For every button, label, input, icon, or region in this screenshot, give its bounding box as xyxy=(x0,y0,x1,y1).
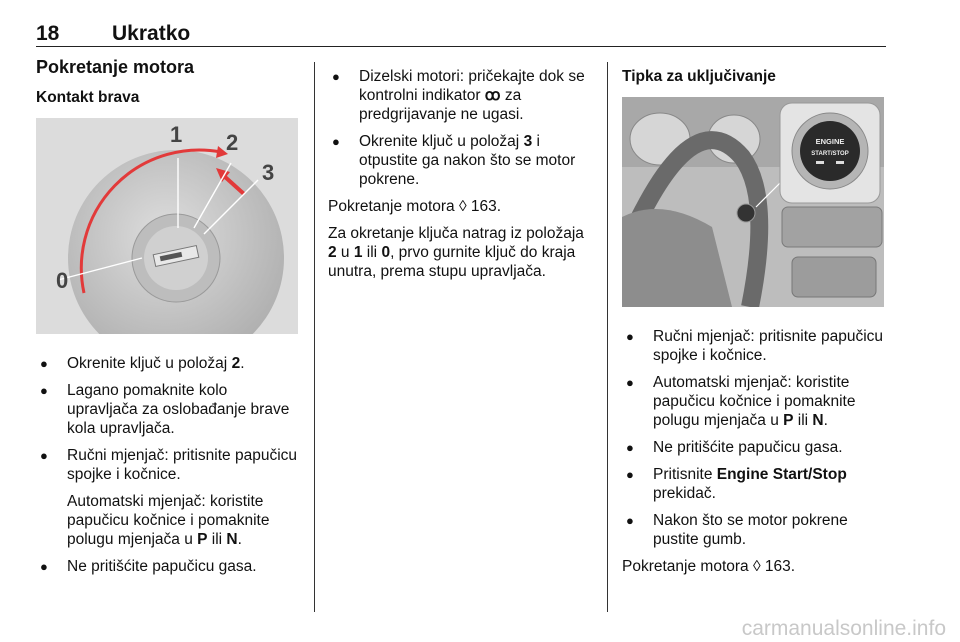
watermark: carmanualsonline.info xyxy=(741,617,946,640)
list-item: ● Ne pritišćite papučicu gasa. xyxy=(626,439,843,456)
list-item: ● Dizelski motori: pričekajte dok se kontrolni indikator ꝏ za predgrijavanje ne ugasi. xyxy=(332,68,585,123)
page-header xyxy=(36,22,886,47)
list-item: ● Lagano pomaknite kolo upravljača za oslobađanje brave kola upravljača. xyxy=(40,382,290,437)
bullet-icon: ● xyxy=(40,383,48,398)
page-number: 18 xyxy=(36,22,60,45)
list-item: ● Ručni mjenjač: pritisnite papučicu spojke i kočnice. xyxy=(40,447,298,483)
start-stop-button-figure xyxy=(622,97,884,307)
subsection-heading: Kontakt brava xyxy=(36,89,140,106)
column-2 xyxy=(328,67,596,289)
bullet-icon: ● xyxy=(626,467,634,482)
section-heading: Pokretanje motora xyxy=(36,57,195,77)
list-item: ● Nakon što se motor pokrene pustite gumb. xyxy=(626,512,848,548)
column-1 xyxy=(36,58,302,584)
button-label-start-stop: START/STOP xyxy=(811,151,849,157)
column-divider xyxy=(607,62,608,612)
list-item-continuation: Automatski mjenjač: koristite papučicu kočnice i pomaknite polugu mjenjača u P ili N. xyxy=(67,493,270,548)
position-label-2: 2 xyxy=(226,130,239,155)
section-heading: Tipka za uključivanje xyxy=(622,68,776,85)
list-item: ● Okrenite ključ u položaj 2. xyxy=(40,355,245,372)
paragraph: Za okretanje ključa natrag iz položaja 2 u 1 ili 0, prvo gurnite ključ do kraja unutra, prema stupu upravljača. xyxy=(328,225,584,280)
bullet-icon: ● xyxy=(626,375,634,390)
list-item: ● Ne pritišćite papučicu gasa. xyxy=(40,558,257,575)
position-label-3: 3 xyxy=(262,160,275,185)
cross-reference[interactable]: Pokretanje motora ◊ 163. xyxy=(622,558,796,575)
position-label-1: 1 xyxy=(170,122,183,147)
bullet-icon: ● xyxy=(626,513,634,528)
list-item: ● Pritisnite Engine Start/Stop prekidač. xyxy=(626,466,847,502)
bullet-icon: ● xyxy=(40,356,48,371)
list-item: ● Ručni mjenjač: pritisnite papučicu spojke i kočnice. xyxy=(626,328,884,364)
cross-reference[interactable]: Pokretanje motora ◊ 163. xyxy=(328,198,502,215)
bullet-icon: ● xyxy=(626,440,634,455)
bullet-icon: ● xyxy=(40,559,48,574)
bullet-icon: ● xyxy=(626,329,634,344)
bullet-icon: ● xyxy=(332,134,340,149)
button-label-engine: ENGINE xyxy=(815,137,845,146)
bullet-icon: ● xyxy=(40,448,48,463)
list-item: ● Okrenite ključ u položaj 3 i otpustite ga nakon što se motor pokrene. xyxy=(332,133,576,188)
ignition-lock-figure xyxy=(36,118,298,334)
column-divider xyxy=(314,62,315,612)
position-label-0: 0 xyxy=(56,268,69,293)
glow-plug-icon: ꝏ xyxy=(484,87,501,104)
chapter-title: Ukratko xyxy=(112,22,191,45)
column-3 xyxy=(622,67,888,584)
bullet-icon: ● xyxy=(332,69,340,84)
list-item: ● Automatski mjenjač: koristite papučicu kočnice i pomaknite polugu mjenjača u P ili N. xyxy=(626,374,856,429)
